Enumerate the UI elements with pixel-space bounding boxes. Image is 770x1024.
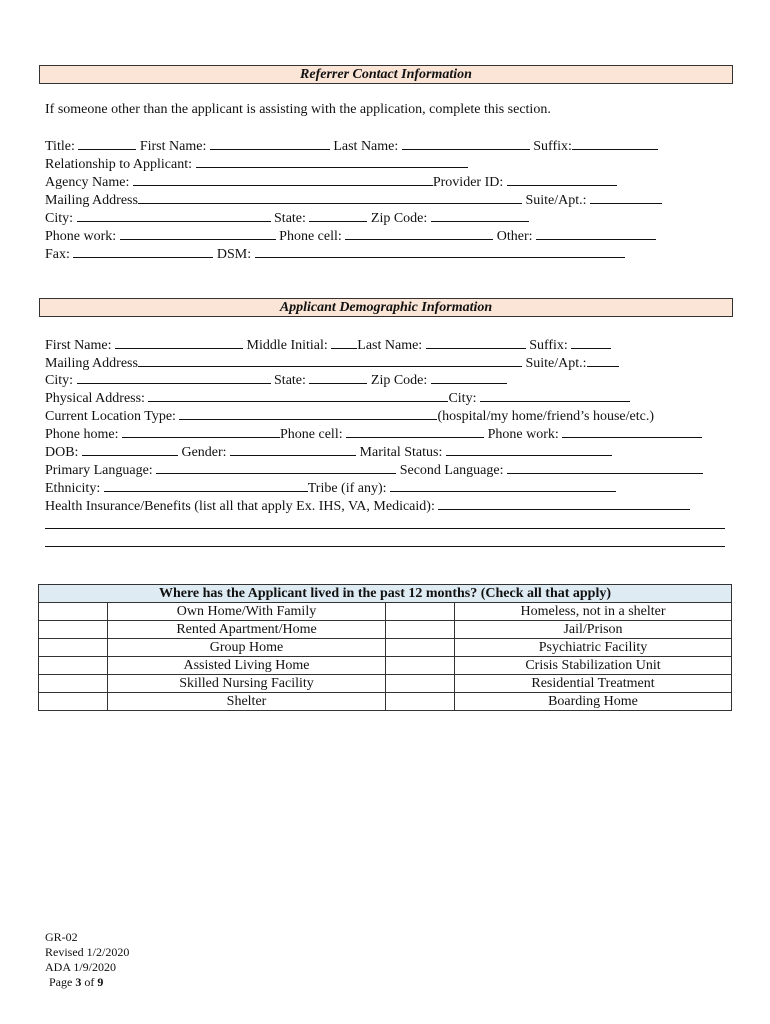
lived-option-right: Homeless, not in a shelter bbox=[455, 603, 732, 621]
physical-city-field[interactable] bbox=[480, 389, 630, 402]
referrer-intro: If someone other than the applicant is assisting with the application, complete this section. bbox=[45, 102, 551, 117]
lived-option-left: Skilled Nursing Facility bbox=[108, 675, 386, 693]
lived-checkbox-left[interactable] bbox=[39, 621, 108, 639]
other-label: Other: bbox=[496, 229, 533, 244]
app-state-field[interactable] bbox=[309, 371, 367, 384]
agency-row bbox=[45, 173, 617, 192]
lived-option-right: Crisis Stabilization Unit bbox=[455, 657, 732, 675]
mailing-label: Mailing Address bbox=[45, 193, 138, 208]
ada-date: ADA 1/9/2020 bbox=[45, 960, 117, 974]
app-mailing-field[interactable] bbox=[138, 354, 522, 367]
location-type-hint: (hospital/my home/friend’s house/etc.) bbox=[437, 409, 655, 424]
table-row bbox=[39, 639, 732, 657]
table-row bbox=[39, 657, 732, 675]
zip-label: Zip Code: bbox=[370, 211, 428, 226]
phone-home-label: Phone home: bbox=[45, 427, 119, 442]
lived-checkbox-left[interactable] bbox=[39, 693, 108, 711]
lived-option-right: Boarding Home bbox=[455, 693, 732, 711]
app-suite-label: Suite/Apt.: bbox=[525, 356, 587, 371]
fax-field[interactable] bbox=[73, 245, 213, 258]
tribe-field[interactable] bbox=[390, 479, 616, 492]
table-row bbox=[39, 621, 732, 639]
table-row bbox=[39, 675, 732, 693]
page-prefix: Page bbox=[49, 975, 73, 989]
lived-option-left: Group Home bbox=[108, 639, 386, 657]
page-current: 3 bbox=[75, 975, 82, 989]
suffix-field[interactable] bbox=[572, 137, 658, 150]
table-row bbox=[39, 693, 732, 711]
marital-label: Marital Status: bbox=[359, 445, 443, 460]
suite-label: Suite/Apt.: bbox=[525, 193, 587, 208]
insurance-line-2[interactable] bbox=[45, 528, 725, 529]
applicant-phone-row bbox=[45, 425, 702, 444]
app-phone-work-field[interactable] bbox=[562, 425, 702, 438]
location-type-label: Current Location Type: bbox=[45, 409, 176, 424]
app-first-name-label: First Name: bbox=[45, 338, 112, 353]
referrer-mailing-row bbox=[45, 191, 662, 210]
dob-row bbox=[45, 443, 612, 462]
lived-checkbox-left[interactable] bbox=[39, 675, 108, 693]
phone-cell-label: Phone cell: bbox=[279, 229, 342, 244]
insurance-label: Health Insurance/Benefits (list all that apply Ex. IHS, VA, Medicaid): bbox=[45, 499, 435, 514]
city-label: City: bbox=[45, 211, 74, 226]
phone-home-field[interactable] bbox=[122, 425, 280, 438]
app-mailing-label: Mailing Address bbox=[45, 356, 138, 371]
app-city-label: City: bbox=[45, 373, 74, 388]
language-row bbox=[45, 461, 703, 480]
phone-cell-field[interactable] bbox=[345, 227, 493, 240]
relationship-label: Relationship to Applicant: bbox=[45, 157, 192, 172]
phone-work-label: Phone work: bbox=[45, 229, 117, 244]
referrer-name-row bbox=[45, 137, 658, 156]
lived-option-left: Assisted Living Home bbox=[108, 657, 386, 675]
suffix-label: Suffix: bbox=[533, 139, 572, 154]
marital-field[interactable] bbox=[446, 443, 612, 456]
insurance-row bbox=[45, 497, 690, 516]
app-phone-cell-field[interactable] bbox=[346, 425, 484, 438]
gender-label: Gender: bbox=[181, 445, 227, 460]
lived-checkbox-right[interactable] bbox=[386, 603, 455, 621]
zip-field[interactable] bbox=[431, 209, 529, 222]
location-type-row bbox=[45, 407, 654, 426]
relationship-row bbox=[45, 155, 468, 174]
last-name-label: Last Name: bbox=[333, 139, 399, 154]
app-zip-field[interactable] bbox=[431, 371, 507, 384]
first-name-field[interactable] bbox=[210, 137, 330, 150]
agency-label: Agency Name: bbox=[45, 175, 130, 190]
lived-table bbox=[38, 584, 732, 711]
state-label: State: bbox=[274, 211, 306, 226]
title-label: Title: bbox=[45, 139, 75, 154]
city-field[interactable] bbox=[77, 209, 271, 222]
lived-option-left: Rented Apartment/Home bbox=[108, 621, 386, 639]
title-field[interactable] bbox=[78, 137, 136, 150]
app-zip-label: Zip Code: bbox=[370, 373, 428, 388]
table-row bbox=[39, 603, 732, 621]
lived-checkbox-right[interactable] bbox=[386, 639, 455, 657]
lived-option-right: Jail/Prison bbox=[455, 621, 732, 639]
gender-field[interactable] bbox=[230, 443, 356, 456]
ethnicity-field[interactable] bbox=[104, 479, 308, 492]
physical-address-row bbox=[45, 389, 630, 408]
page-total: 9 bbox=[97, 975, 104, 989]
lived-table-header: Where has the Applicant lived in the past 12 months? (Check all that apply) bbox=[39, 585, 732, 603]
lived-checkbox-right[interactable] bbox=[386, 693, 455, 711]
app-first-name-field[interactable] bbox=[115, 336, 243, 349]
applicant-name-row bbox=[45, 336, 611, 355]
relationship-field[interactable] bbox=[196, 155, 468, 168]
state-field[interactable] bbox=[309, 209, 367, 222]
app-suffix-field[interactable] bbox=[571, 336, 611, 349]
revised-date: Revised 1/2/2020 bbox=[45, 945, 130, 959]
referrer-city-row bbox=[45, 209, 529, 228]
lived-option-left: Shelter bbox=[108, 693, 386, 711]
phone-work-field[interactable] bbox=[120, 227, 276, 240]
lived-checkbox-left[interactable] bbox=[39, 639, 108, 657]
app-phone-work-label: Phone work: bbox=[487, 427, 559, 442]
second-lang-label: Second Language: bbox=[399, 463, 504, 478]
provider-id-label: Provider ID: bbox=[432, 175, 504, 190]
middle-initial-label: Middle Initial: bbox=[246, 338, 328, 353]
page-footer bbox=[45, 930, 129, 990]
middle-initial-field[interactable] bbox=[331, 336, 357, 349]
lived-option-left: Own Home/With Family bbox=[108, 603, 386, 621]
physical-city-label: City: bbox=[448, 391, 477, 406]
dsm-field[interactable] bbox=[255, 245, 625, 258]
lived-checkbox-right[interactable] bbox=[386, 675, 455, 693]
lived-checkbox-right[interactable] bbox=[386, 657, 455, 675]
app-phone-cell-label: Phone cell: bbox=[280, 427, 343, 442]
page-number bbox=[45, 975, 129, 990]
app-city-field[interactable] bbox=[77, 371, 271, 384]
first-name-label: First Name: bbox=[139, 139, 207, 154]
lived-checkbox-right[interactable] bbox=[386, 621, 455, 639]
agency-field[interactable] bbox=[133, 173, 433, 186]
suite-field[interactable] bbox=[590, 191, 662, 204]
lived-option-right: Residential Treatment bbox=[455, 675, 732, 693]
other-field[interactable] bbox=[536, 227, 656, 240]
primary-lang-label: Primary Language: bbox=[45, 463, 153, 478]
second-lang-field[interactable] bbox=[507, 461, 703, 474]
referrer-phone-row bbox=[45, 227, 656, 246]
fax-label: Fax: bbox=[45, 247, 70, 262]
app-last-name-label: Last Name: bbox=[357, 338, 423, 353]
physical-field[interactable] bbox=[148, 389, 448, 402]
app-last-name-field[interactable] bbox=[426, 336, 526, 349]
ethnicity-row bbox=[45, 479, 616, 498]
form-id: GR-02 bbox=[45, 930, 78, 944]
app-suffix-label: Suffix: bbox=[529, 338, 568, 353]
primary-lang-field[interactable] bbox=[156, 461, 396, 474]
referrer-section-header: Referrer Contact Information bbox=[39, 65, 733, 84]
dob-label: DOB: bbox=[45, 445, 79, 460]
lived-option-right: Psychiatric Facility bbox=[455, 639, 732, 657]
insurance-field[interactable] bbox=[438, 497, 690, 510]
dsm-label: DSM: bbox=[216, 247, 252, 262]
last-name-field[interactable] bbox=[402, 137, 530, 150]
app-suite-field[interactable] bbox=[587, 354, 619, 367]
dob-field[interactable] bbox=[82, 443, 178, 456]
insurance-line-3[interactable] bbox=[45, 546, 725, 547]
lived-checkbox-left[interactable] bbox=[39, 657, 108, 675]
tribe-label: Tribe (if any): bbox=[307, 481, 387, 496]
mailing-field[interactable] bbox=[138, 191, 522, 204]
app-state-label: State: bbox=[274, 373, 306, 388]
ethnicity-label: Ethnicity: bbox=[45, 481, 101, 496]
location-type-field[interactable] bbox=[179, 407, 437, 420]
lived-checkbox-left[interactable] bbox=[39, 603, 108, 621]
applicant-city-row bbox=[45, 371, 507, 390]
referrer-fax-row bbox=[45, 245, 625, 264]
applicant-section-header: Applicant Demographic Information bbox=[39, 298, 733, 317]
provider-id-field[interactable] bbox=[507, 173, 617, 186]
page-of: of bbox=[84, 975, 95, 989]
physical-label: Physical Address: bbox=[45, 391, 145, 406]
